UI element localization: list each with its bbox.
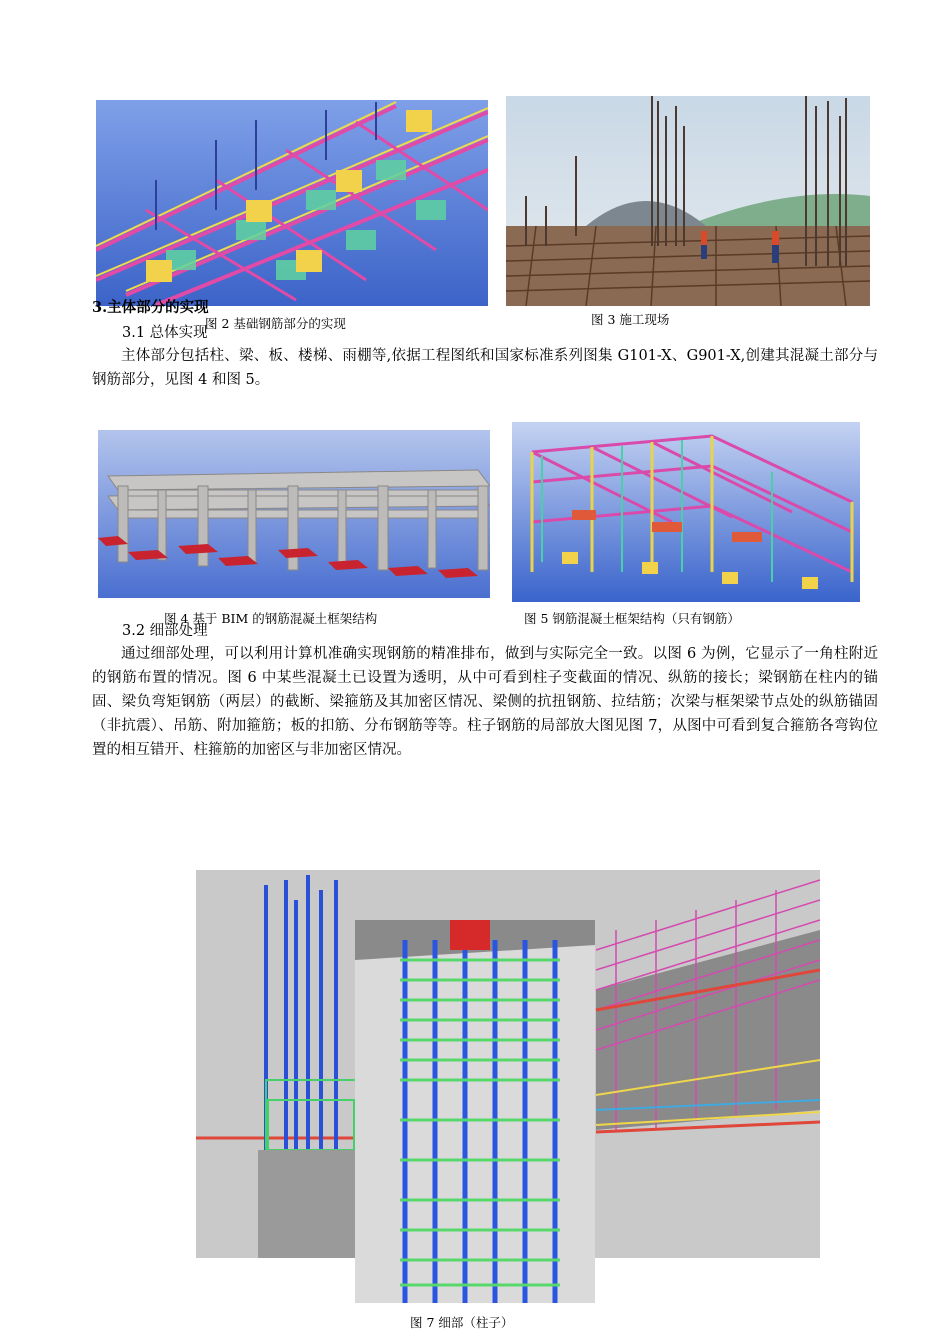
figure-2-foundation-rebar — [96, 100, 488, 306]
figure-2-caption: 图 2 基础钢筋部分的实现 — [205, 316, 346, 331]
figure-4-bim-frame-structure — [98, 430, 490, 598]
figure-5-caption: 图 5 钢筋混凝土框架结构（只有钢筋） — [524, 611, 740, 626]
figure-7-caption: 图 7 细部（柱子） — [410, 1315, 514, 1330]
figure-3-construction-site-photo — [506, 96, 870, 306]
section-3-1-paragraph: 主体部分包括柱、梁、板、楼梯、雨棚等,依据工程图纸和国家标准系列图集 G101-X、G901-X,创建其混凝土部分与钢筋部分，见图 4 和图 5。 — [92, 348, 878, 388]
section-3-1-title: 3.1 总体实现 — [122, 325, 208, 341]
figure-7-column-rebar-closeup — [355, 920, 595, 1303]
section-3-title: 3.主体部分的实现 — [92, 299, 209, 316]
figure-5-frame-rebar-only — [512, 422, 860, 602]
section-3-2-paragraph: 通过细部处理，可以利用计算机准确实现钢筋的精准排布，做到与实际完全一致。以图 6 为例，它显示了一角柱附近的钢筋布置的情况。图 6 中某些混凝土已设置为透明，从中可看到柱子变截面的情况、纵筋的接长；梁钢筋在柱内的锚固、梁负弯矩钢筋（两层）的截断、梁箍筋及其加密区情况、梁侧的抗扭钢筋、拉结筋；次梁与框架梁节点处的纵筋锚固（非抗震）、吊筋、附加箍筋；板的扣筋、分布钢筋等等。柱子钢筋的局部放大图见图 7，从图中可看到复合箍筋各弯钩位置的相互错开、柱箍筋的加密区与非加密区情况。 — [92, 646, 878, 758]
figure-3-caption: 图 3 施工现场 — [591, 312, 670, 327]
figure-4-caption: 图 4 基于 BIM 的钢筋混凝土框架结构 — [164, 611, 378, 626]
section-3-2-title: 3.2 细部处理 — [122, 623, 208, 639]
